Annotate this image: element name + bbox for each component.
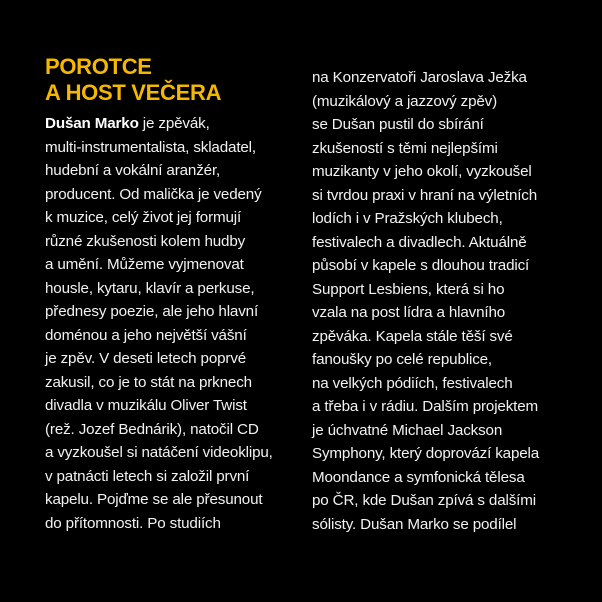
text-line: divadla v muzikálu Oliver Twist [45,397,247,414]
text-line: (rež. Jozef Bednárik), natočil CD [45,420,259,438]
text-line: na Konzervatoři Jaroslava Ježka [312,69,527,86]
text-line: přednesy poezie, ale jeho hlavní [45,303,259,320]
text-fragment: je zpěvák, [138,115,210,132]
text-line: a umění. Můžeme vyjmenovat [45,256,244,273]
text-line: zpěváka. Kapela stále těší své [312,327,513,345]
text-line: lodích i v Pražských klubech, [312,210,503,227]
text-line: Support Lesbiens, která si ho [312,280,505,298]
text-line: je zpěv. V deseti letech poprvé [45,350,247,367]
left-column [45,54,295,535]
left-text [45,112,295,535]
text-line: působí v kapele s dlouhou tradicí [312,257,530,274]
text-line: si tvrdou praxi v hraní na výletních [312,186,538,204]
text-line [45,112,295,136]
text-line: muzikanty v jeho okolí, vyzkoušel [312,163,532,180]
text-line: kapelu. Pojďme se ale přesunout [45,491,263,508]
text-line: (muzikálový a jazzový zpěv) [312,92,498,110]
text-line: a vyzkoušel si natáčení videoklipu, [45,444,273,461]
text-line: Symphony, který doprovází kapela [312,445,540,462]
right-column [312,66,572,536]
text-line: k muzice, celý život jej formují [45,209,242,226]
text-line: se Dušan pustil do sbírání [312,116,484,133]
text-line: do přítomnosti. Po studiích [45,514,221,532]
text-line: doménou a jeho největší vášní [45,326,247,344]
text-line: zkušeností s těmi nejlepšími [312,139,498,157]
text-line: Moondance a symfonická tělesa [312,468,525,486]
text-line: různé zkušenosti kolem hudby [45,232,246,250]
text-line: je úchvatné Michael Jackson [312,421,503,439]
text-line: na velkých pódiích, festivalech [312,374,513,392]
person-name: Dušan Marko [45,115,139,132]
text-line: sólisty. Dušan Marko se podílel [312,515,517,533]
text-line: multi-instrumentalista, skladatel, [45,138,256,156]
text-line: vzala na post lídra a hlavního [312,304,506,321]
text-line: housle, kytaru, klavír a perkuse, [45,279,255,297]
text-line: a třeba i v rádiu. Dalším projektem [312,398,539,415]
text-line: zakusil, co je to stát na prknech [45,373,252,391]
heading-line-2: A HOST VEČERA [45,80,222,105]
text-line: festivalech a divadlech. Aktuálně [312,233,527,251]
section-heading [45,54,295,106]
text-line: producent. Od malička je vedený [45,185,262,203]
text-line: po ČR, kde Dušan zpívá s dalšími [312,492,536,509]
text-line: v patnácti letech si založil první [45,467,250,485]
heading-line-1: POROTCE [45,54,152,79]
text-line: hudební a vokální aranžér, [45,162,221,179]
text-line: fanoušky po celé republice, [312,351,493,368]
